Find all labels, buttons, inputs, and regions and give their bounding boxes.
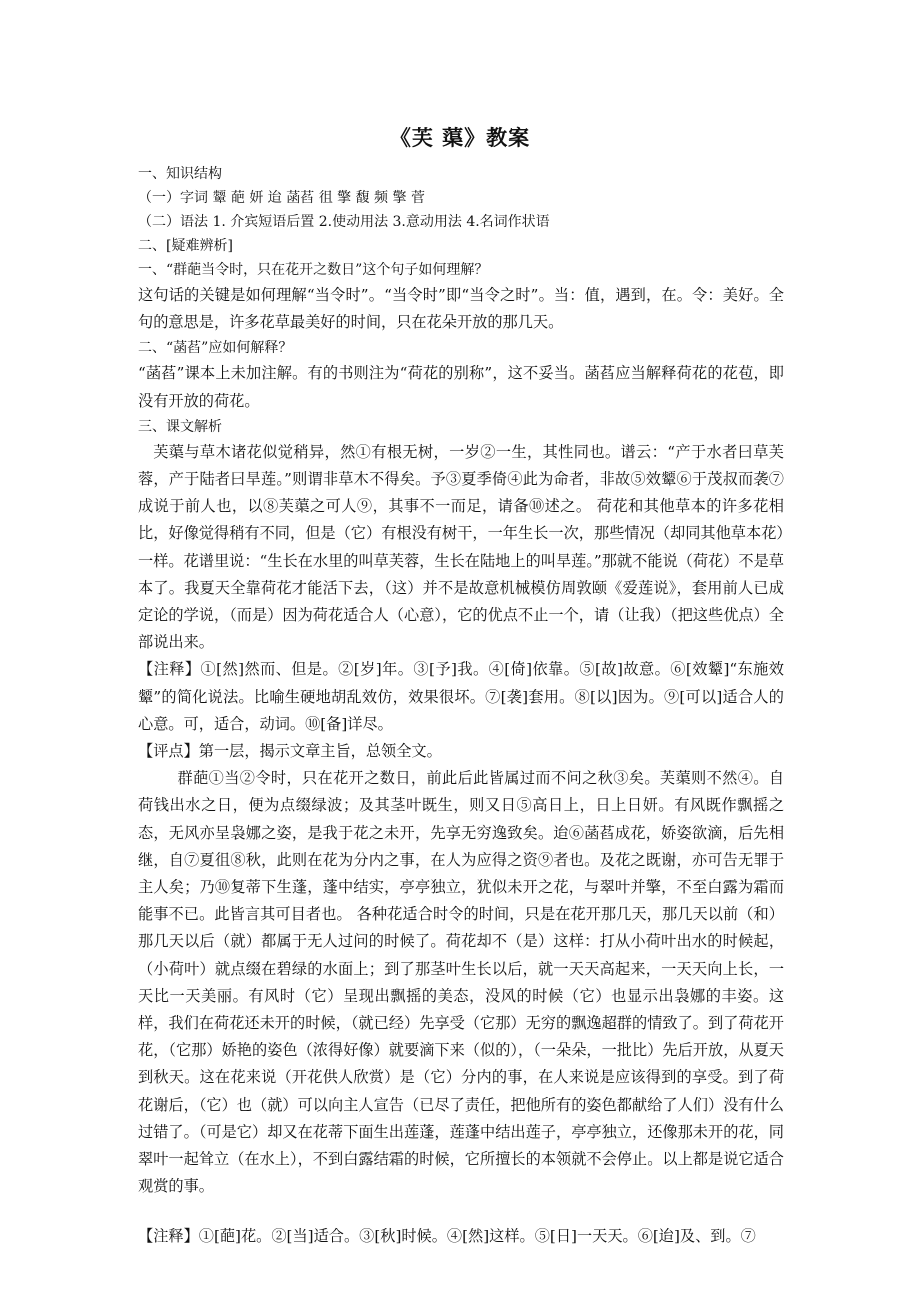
- document-title: 《芙 蕖》教案: [389, 125, 531, 150]
- document-body: [138, 162, 784, 1250]
- vocabulary-line: （一）字词 颦 葩 妍 迨 菡萏 徂 擎 馥 频 擎 菅: [138, 190, 425, 206]
- answer-1: 这句话的关键是如何理解“当令时”。“当令时”即“当令之时”。当：值，遇到，在。令：美好。全句的意思是，许多花草最美好的时间，只在花朵开放的那几天。: [138, 286, 784, 332]
- question-2: 二、“菡萏”应如何解释？: [138, 340, 293, 357]
- commentary-1: 【评点】第一层，揭示文章主旨，总领全文。: [138, 742, 442, 761]
- analysis-paragraph-1: 芙蕖与草木诸花似觉稍异，然①有根无树，一岁②一生，其性同也。谱云：“产于水者曰草芙蓉，产于陆者曰旱莲。”则谓非草木不得矣。予③夏季倚④此为命者，非故⑤效颦⑥于茂叔而袭⑦成说于前人也，以⑧芙蕖之可人⑨，其事不一而足，请备⑩述之。 荷花和其他草本的许多花相比，好像觉得稍有不同，但是（它）有根没有树干，一年生长一次，那些情况（却同其他草本花）一样。花谱里说：“生长在水里的叫草芙蓉，生长在陆地上的叫旱莲。”那就不能说（荷花）不是草本了。我夏天全靠荷花才能活下去，（这）并不是故意机械模仿周敦颐《爱莲说》，套用前人已成定论的学说，（而是）因为荷花适合人（心意），它的优点不止一个，请（让我）（把这些优点）全部说出来。: [138, 442, 784, 652]
- annotation-2: 【注释】①[葩]花。②[当]适合。③[秋]时候。④[然]这样。⑤[日]一天天。⑥[迨]及、到。⑦: [138, 1226, 756, 1245]
- answer-2: “菡萏”课本上未加注解。有的书则注为“荷花的别称”，这不妥当。菡萏应当解释荷花的花苞，即没有开放的荷花。: [138, 364, 784, 410]
- analysis-paragraph-2: 群葩①当②令时，只在花开之数日，前此后此皆属过而不问之秋③矣。芙蕖则不然④。自荷钱出水之日，便为点缀绿波；及其茎叶既生，则又日⑤高日上，日上日妍。有风既作飘摇之态，无风亦呈袅娜之姿，是我于花之未开，先享无穷逸致矣。迨⑥菡萏成花，娇姿欲滴，后先相继，自⑦夏徂⑧秋，此则在花为分内之事，在人为应得之资⑨者也。及花之既谢，亦可告无罪于主人矣；乃⑩复蒂下生蓬，蓬中结实，亭亭独立，犹似未开之花，与翠叶并擎，不至白露为霜而能事不已。此皆言其可目者也。 各种花适合时令的时间，只是在花开那几天，那几天以前（和）那几天以后（就）都属于无人过问的时候了。荷花却不（是）这样：打从小荷叶出水的时候起，（小荷叶）就点缀在碧绿的水面上；到了那茎叶生长以后，就一天天高起来，一天天向上长，一天比一天美丽。有风时（它）呈现出飘摇的美态，没风的时候（它）也显示出袅娜的丰姿。这样，我们在荷花还未开的时候，（就已经）先享受（它那）无穷的飘逸超群的情致了。到了荷花开花，（它那）娇艳的姿色（浓得好像）就要滴下来（似的），（一朵朵，一批比）先后开放，从夏天到秋天。这在花来说（开花供人欣赏）是（它）分内的事，在人来说是应该得到的享受。到了荷花谢后，（它）也（就）可以向主人宣告（已尽了责任，把他所有的姿色都献给了人们）没有什么过错了。（可是它）却又在花蒂下面生出莲蓬，莲蓬中结出莲子，亭亭独立，还像那未开的花，同翠叶一起耸立（在水上），不到白露结霜的时候，它所擅长的本领就不会停止。以上都是说它适合观赏的事。: [138, 769, 784, 1196]
- section-heading-difficulties: 二、[疑难辨析]: [138, 238, 233, 254]
- section-heading-analysis: 三、课文解析: [138, 418, 222, 435]
- paragraph-spacer: [138, 1201, 784, 1223]
- question-1: 一、“群葩当令时，只在花开之数日”这个句子如何理解？: [138, 262, 489, 278]
- grammar-line: （二）语法 1. 介宾短语后置 2.使动用法 3.意动用法 4.名词作状语: [138, 214, 550, 230]
- annotation-1: 【注释】①[然]然而、但是。②[岁]年。③[予]我。④[倚]依靠。⑤[故]故意。⑥[效颦]“东施效颦”的简化说法。比喻生硬地胡乱效仿，效果很坏。⑦[袭]套用。⑧[以]因为。⑨[可以]适合人的心意。可，适合，动词。⑩[备]详尽。: [138, 660, 784, 733]
- section-heading-knowledge: 一、知识结构: [138, 166, 222, 182]
